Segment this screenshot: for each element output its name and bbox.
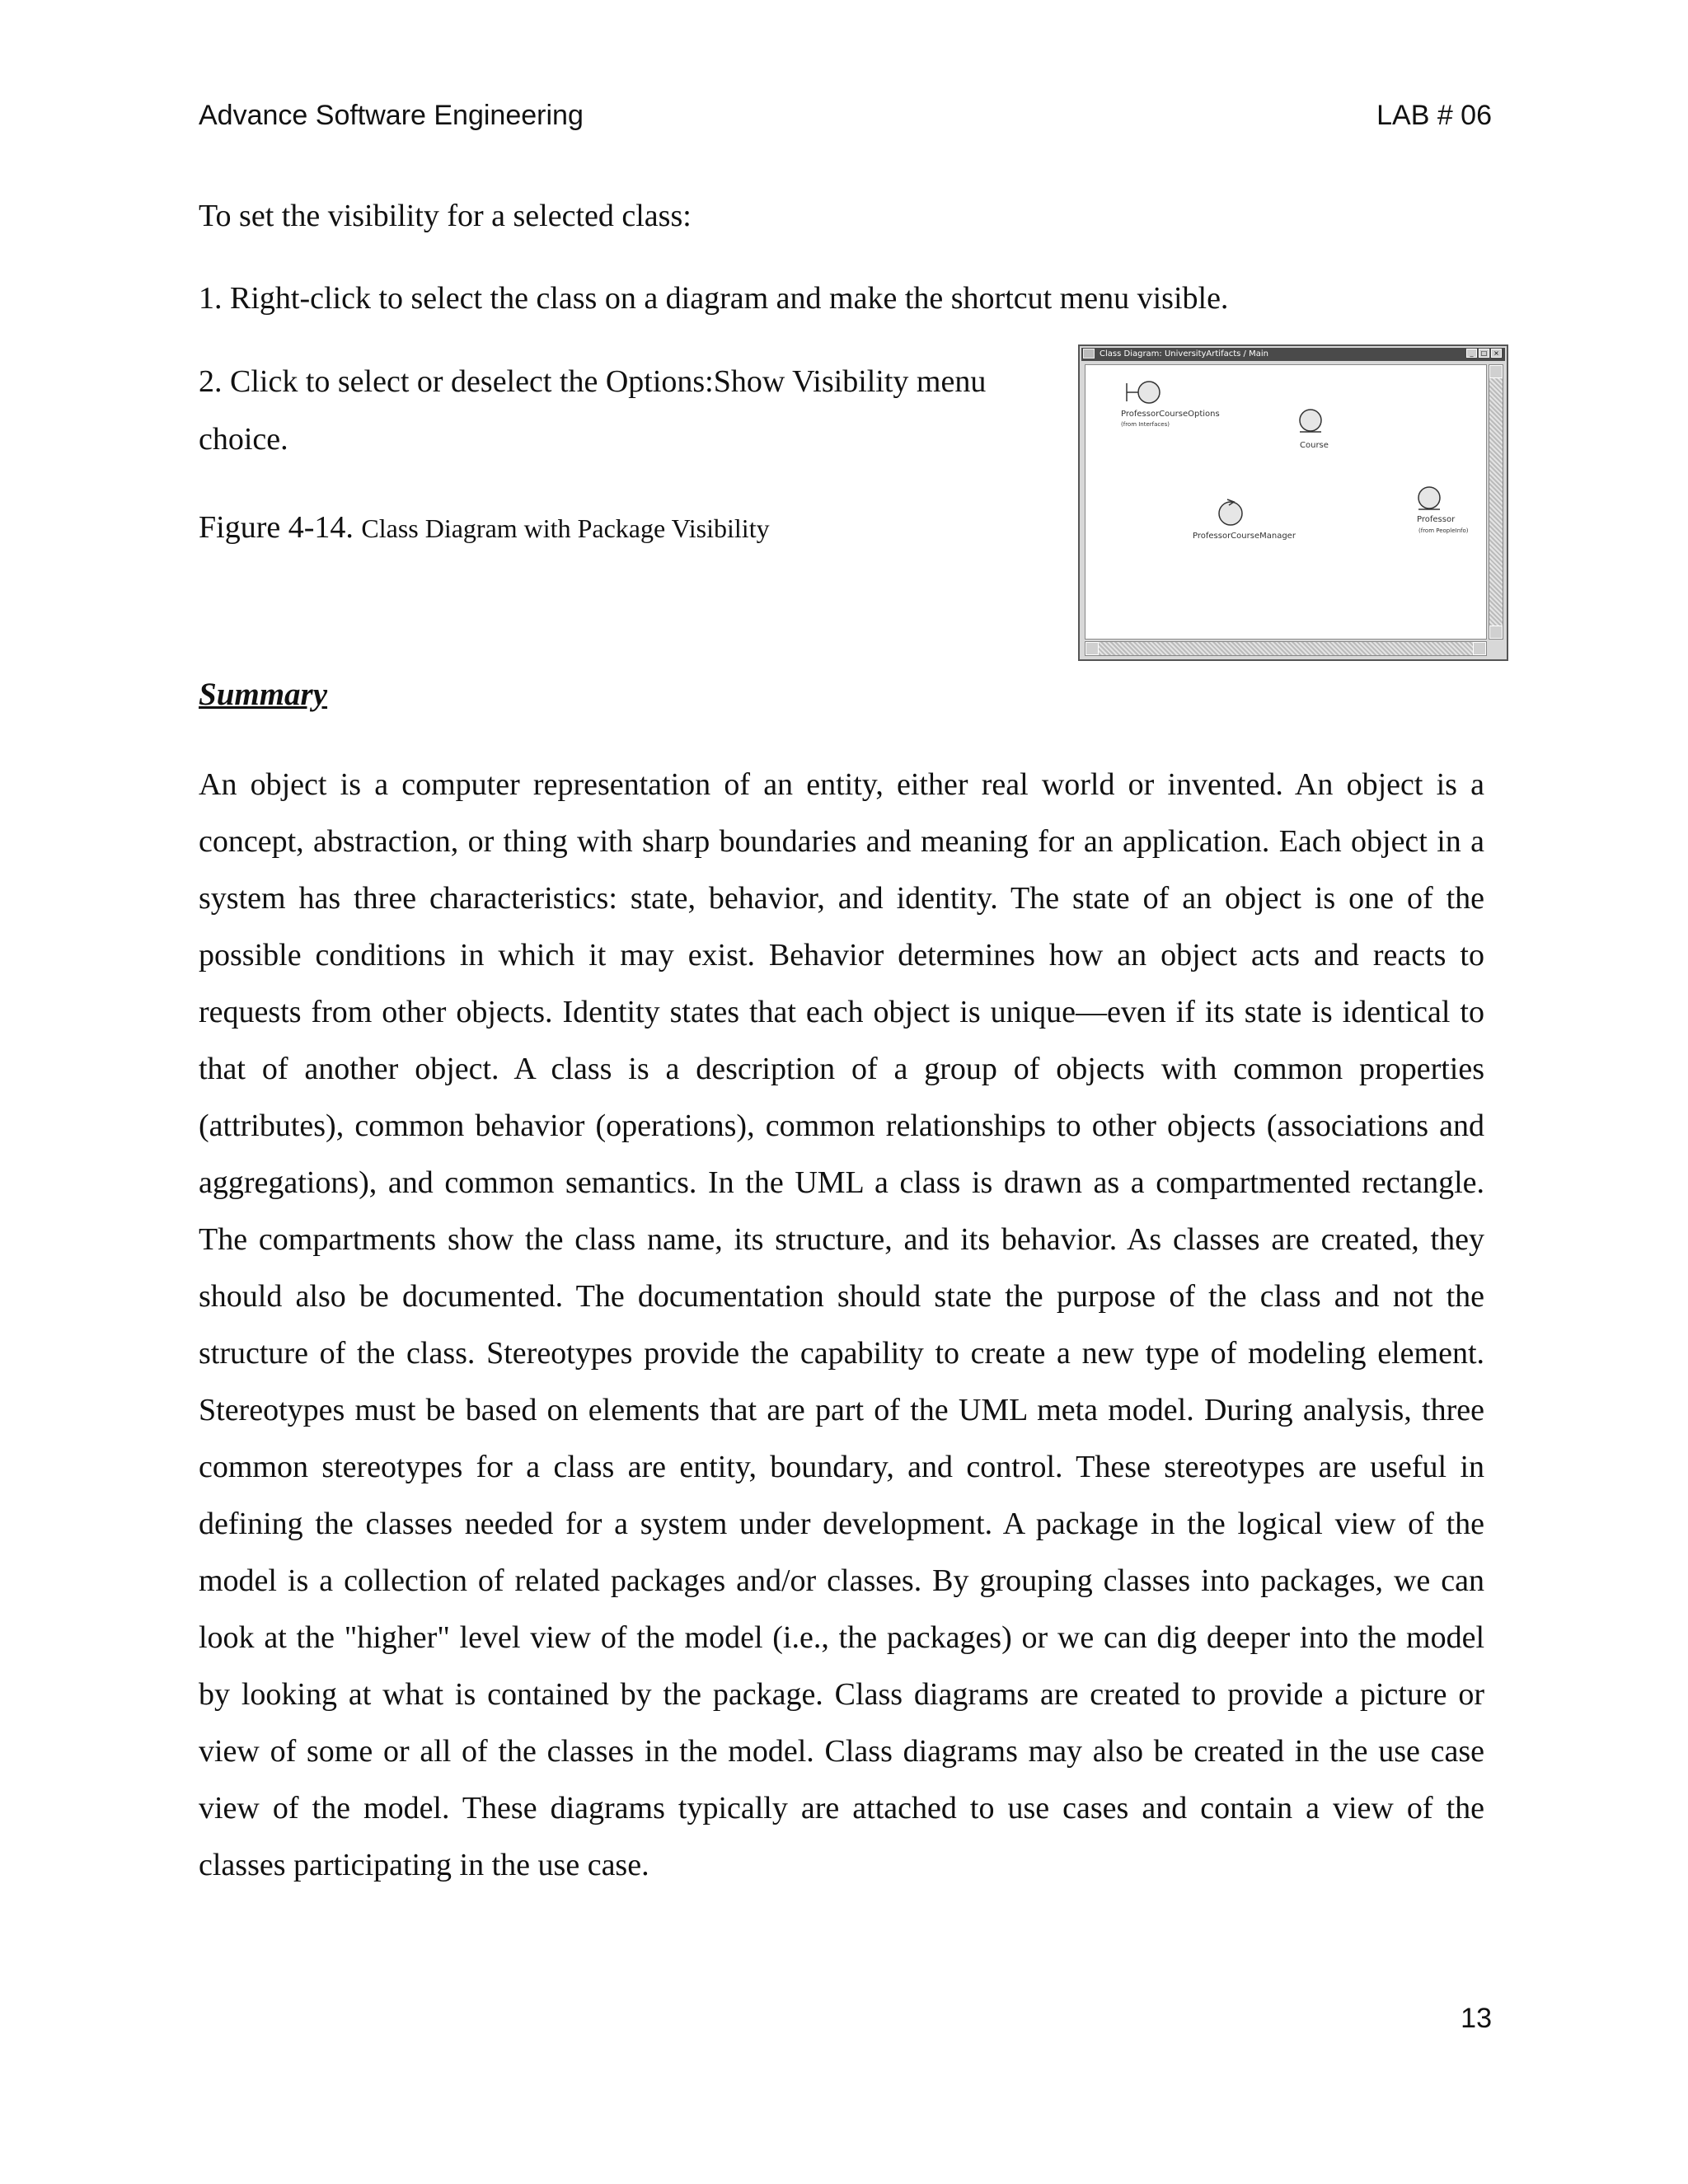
entity-class-icon [1418,487,1440,509]
boundary-class-icon [1127,382,1160,403]
figure-caption-text: Class Diagram with Package Visibility [361,513,770,543]
scroll-right-icon [1473,642,1486,655]
class-package-professor: (from PeopleInfo) [1418,527,1469,534]
page-number: 13 [1461,2003,1492,2034]
running-header-title: Advance Software Engineering [199,100,584,131]
minimize-icon: _ [1466,349,1477,358]
entity-class-icon [1300,410,1321,432]
maximize-icon: □ [1479,349,1489,358]
class-package-professorcourseoptions: (from Interfaces) [1121,421,1170,428]
scroll-down-icon [1489,626,1503,639]
running-header-lab: LAB # 06 [1376,100,1492,131]
close-icon: × [1491,349,1502,358]
window-system-icon [1083,349,1095,359]
horizontal-scrollbar [1085,641,1487,656]
step-2-continued: choice. [199,422,288,457]
figure-caption [199,509,770,546]
class-name-professorcoursemanager: ProfessorCourseManager [1193,532,1296,541]
vertical-scrollbar [1489,364,1503,640]
class-name-professor: Professor [1417,515,1456,524]
window-title-bar [1081,348,1505,361]
class-name-professorcourseoptions: ProfessorCourseOptions [1121,410,1220,419]
intro-text: To set the visibility for a selected class: [199,199,692,233]
figure-label: Figure 4-14. [199,510,354,545]
step-1: 1. Right-click to select the class on a diagram and make the shortcut menu visible. [199,281,1229,316]
class-diagram-window [1078,344,1508,661]
window-title: Class Diagram: UniversityArtifacts / Main [1100,349,1268,359]
control-class-icon [1219,499,1242,525]
class-name-course: Course [1300,441,1329,450]
scroll-left-icon [1085,642,1099,655]
step-2: 2. Click to select or deselect the Options:Show Visibility menu [199,364,987,399]
scroll-up-icon [1489,365,1503,378]
diagram-canvas [1085,364,1487,640]
summary-paragraph: An object is a computer representation of an entity, either real world or invented. An object is a concept, abstraction, or thing with sharp boundaries and meaning for an application. Each object in a system has three characteristics: state, behavior, and identity. The state of an object is one of the possible conditions in which it may exist. Behavior determines how an object acts and reacts to requests from other objects. Identity states that each object is unique—even if its state is identical to that of another object. A class is a description of a group of objects with common properties (attributes), common behavior (operations), common relationships to other objects (associations and aggregations), and common semantics. In the UML a class is drawn as a compartmented rectangle. The compartments show the class name, its structure, and its behavior. As classes are created, they should also be documented. The documentation should state the purpose of the class and not the structure of the class. Stereotypes provide the capability to create a new type of modeling element. Stereotypes must be based on elements that are part of the UML meta model. During analysis, three common stereotypes for a class are entity, boundary, and control. These stereotypes are useful in defining the classes needed for a system under development. A package in the logical view of the model is a collection of related packages and/or classes. By grouping classes into packages, we can look at the "higher" level view of the model (i.e., the packages) or we can dig deeper into the model by looking at what is contained by the package. Class diagrams are created to provide a picture or view of some or all of the classes in the model. Class diagrams may also be created in the use case view of the model. These diagrams typically are attached to use cases and contain a view of the classes participating in the use case. [199,767,1484,1882]
summary-heading: Summary [199,677,328,712]
